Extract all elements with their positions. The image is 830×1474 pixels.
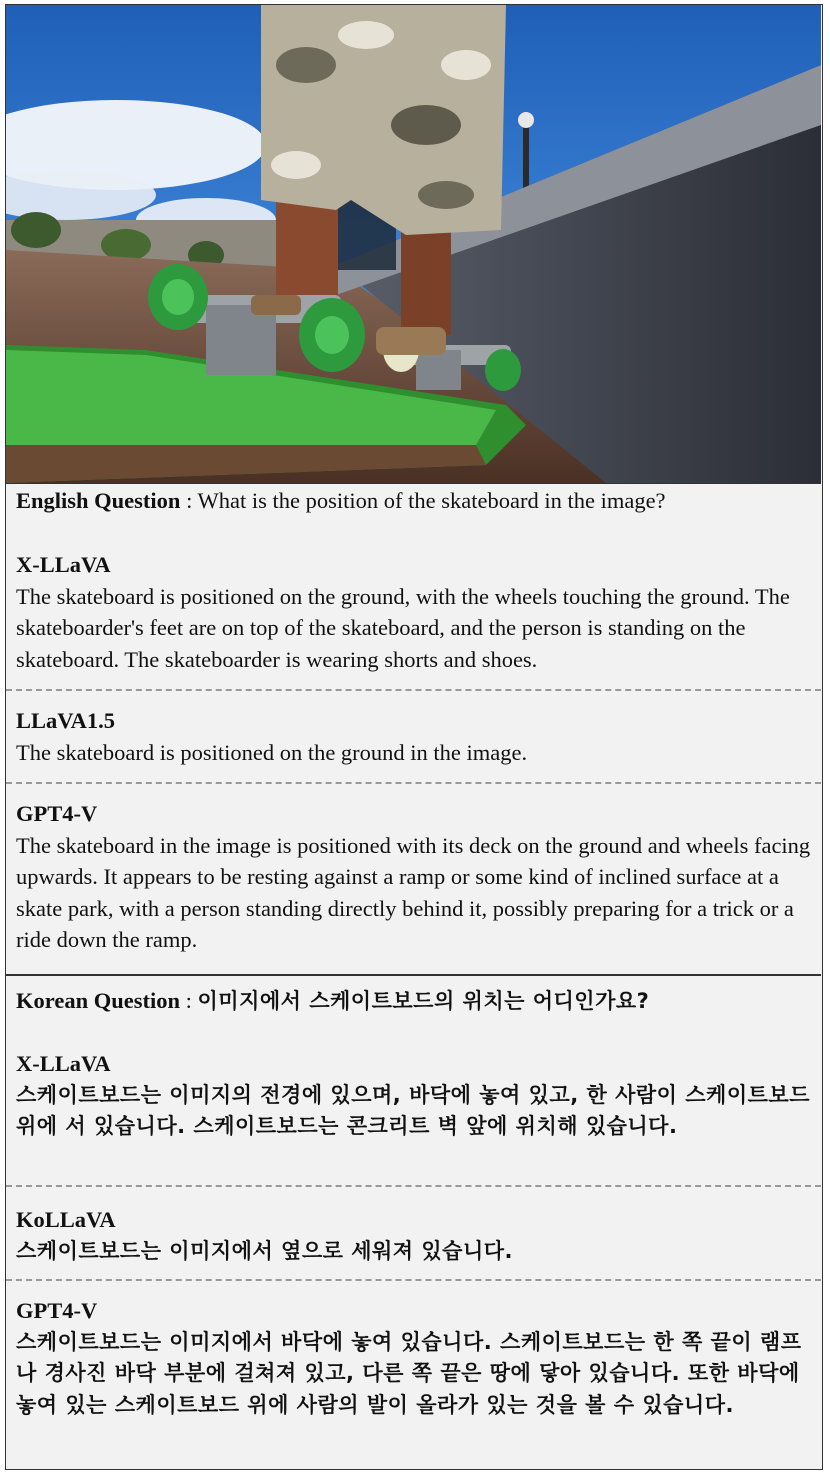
korean-answer-xllava — [6, 1048, 821, 1143]
figure-frame — [5, 4, 823, 1470]
korean-answer-kollava — [6, 1204, 821, 1267]
answer-text: 스케이트보드는 이미지의 전경에 있으며, 바닥에 놓여 있고, 한 사람이 스케이트보드 위에 서 있습니다. 스케이트보드는 콘크리트 벽 앞에 위치해 있습니다. — [16, 1082, 810, 1138]
english-question-separator: : — [180, 488, 198, 513]
model-name: GPT4-V — [16, 801, 98, 826]
dashed-divider — [6, 1185, 821, 1187]
korean-question-separator: : — [179, 988, 198, 1013]
model-name: GPT4-V — [16, 1298, 98, 1323]
model-name: X-LLaVA — [16, 552, 111, 577]
korean-answer-gpt4v — [6, 1295, 821, 1421]
model-name: LLaVA1.5 — [16, 708, 115, 733]
model-name: KoLLaVA — [16, 1207, 116, 1232]
english-answer-llava15 — [6, 705, 821, 768]
skateboard-photo-icon — [6, 5, 821, 483]
korean-question-label: Korean Question — [16, 988, 180, 1013]
dashed-divider — [6, 1279, 821, 1281]
english-question-label: English Question — [16, 488, 181, 513]
dashed-divider — [6, 689, 821, 691]
english-question-text: What is the position of the skateboard in the image? — [197, 488, 666, 513]
skateboard-photo — [6, 5, 821, 484]
english-question — [6, 485, 821, 517]
answer-text: 스케이트보드는 이미지에서 바닥에 놓여 있습니다. 스케이트보드는 한 쪽 끝이 램프나 경사진 바닥 부분에 걸쳐져 있고, 다른 쪽 끝은 땅에 닿아 있습니다. 또한 바닥에 놓여 있는 스케이트보드 위에 사람의 발이 올라가 있는 것을 볼 수 있습니다. — [16, 1329, 802, 1417]
english-answer-xllava — [6, 549, 821, 675]
korean-question-text: 이미지에서 스케이트보드의 위치는 어디인가요? — [197, 989, 650, 1013]
answer-text: The skateboard in the image is positioned with its deck on the ground and wheels facing upwards. It appears to be resting against a ramp or some kind of inclined surface at a skate park, with a person standing directly behind it, possibly preparing for a trick or a ride down the ramp. — [16, 832, 811, 952]
model-name: X-LLaVA — [16, 1051, 111, 1076]
answer-text: The skateboard is positioned on the ground in the image. — [16, 739, 528, 765]
answer-text: 스케이트보드는 이미지에서 옆으로 세워져 있습니다. — [16, 1238, 514, 1263]
english-answer-gpt4v — [6, 798, 821, 956]
answer-text: The skateboard is positioned on the ground, with the wheels touching the ground. The skateboarder's feet are on top of the skateboard, and the person is standing on the skateboard. The skateboarder is wearing shorts and shoes. — [16, 583, 790, 672]
dashed-divider — [6, 782, 821, 784]
korean-question — [6, 985, 821, 1018]
section-divider — [6, 974, 821, 976]
